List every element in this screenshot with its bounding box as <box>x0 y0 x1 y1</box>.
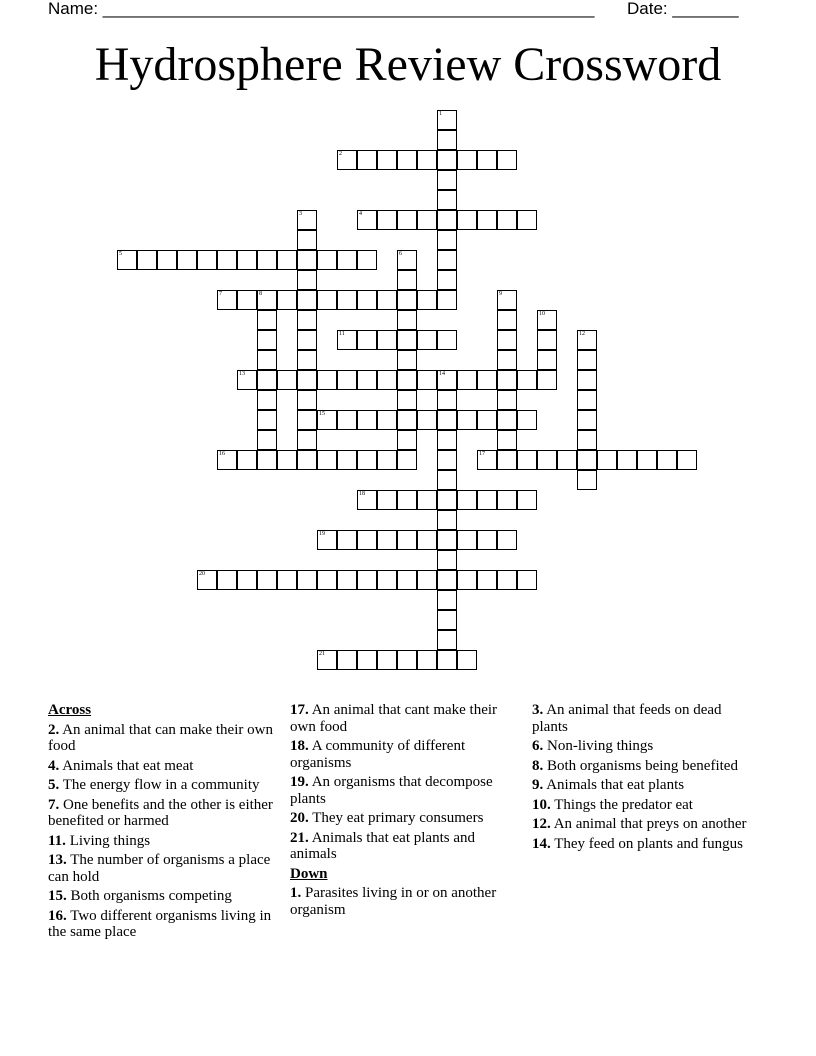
down-heading: Down <box>290 865 328 882</box>
crossword-cell[interactable] <box>277 370 297 390</box>
crossword-cell[interactable] <box>497 530 517 550</box>
clue-number-label: 17. <box>290 702 309 718</box>
clue-number: 17 <box>479 451 485 457</box>
clue-text: Parasites living in or on another organism <box>290 885 497 918</box>
crossword-cell[interactable] <box>257 350 277 370</box>
down-clue <box>532 797 760 814</box>
crossword-cell[interactable] <box>437 510 457 530</box>
crossword-cell[interactable] <box>457 410 477 430</box>
across-clue <box>48 852 276 885</box>
crossword-cell[interactable] <box>317 290 337 310</box>
crossword-cell[interactable] <box>437 150 457 170</box>
crossword-cell[interactable] <box>437 110 457 130</box>
crossword-cell[interactable] <box>437 290 457 310</box>
crossword-cell[interactable] <box>517 210 537 230</box>
crossword-cell[interactable] <box>397 650 417 670</box>
clue-text: An animal that preys on another <box>553 816 747 832</box>
crossword-cell[interactable] <box>257 410 277 430</box>
clue-text: The number of organisms a place can hold <box>48 852 271 885</box>
clue-text: An organisms that decompose plants <box>290 774 493 807</box>
crossword-cell[interactable] <box>457 370 477 390</box>
clue-number-label: 16. <box>48 907 67 924</box>
crossword-cell[interactable] <box>357 330 377 350</box>
crossword-cell[interactable] <box>437 230 457 250</box>
crossword-cell[interactable] <box>257 390 277 410</box>
page-title: Hydrosphere Review Crossword <box>94 38 722 91</box>
crossword-cell[interactable] <box>257 290 277 310</box>
crossword-cell[interactable] <box>257 430 277 450</box>
crossword-cell[interactable] <box>357 290 377 310</box>
clue-number: 9 <box>499 291 502 297</box>
clue-number-label: 7. <box>48 796 60 813</box>
crossword-cell[interactable] <box>397 210 417 230</box>
across-clue <box>48 908 276 941</box>
crossword-cell[interactable] <box>397 330 417 350</box>
crossword-cell[interactable] <box>577 470 597 490</box>
crossword-cell[interactable] <box>237 250 257 270</box>
clue-number: 4 <box>359 211 362 217</box>
crossword-cell[interactable] <box>637 450 657 470</box>
crossword-cell[interactable] <box>257 330 277 350</box>
crossword-cell[interactable] <box>397 410 417 430</box>
crossword-cell[interactable] <box>377 530 397 550</box>
clue-number-label: 6. <box>532 738 544 754</box>
crossword-cell[interactable] <box>297 250 317 270</box>
clue-number: 12 <box>579 331 585 337</box>
crossword-cell[interactable] <box>357 570 377 590</box>
crossword-cell[interactable] <box>537 370 557 390</box>
crossword-cell[interactable] <box>437 370 457 390</box>
clue-number: 11 <box>339 331 345 337</box>
crossword-cell[interactable] <box>277 570 297 590</box>
crossword-cell[interactable] <box>517 490 537 510</box>
down-clue <box>532 702 760 735</box>
crossword-cell[interactable] <box>237 290 257 310</box>
across-clue <box>290 810 518 827</box>
crossword-cell[interactable] <box>537 330 557 350</box>
clue-number-label: 21. <box>290 829 309 846</box>
crossword-cell[interactable] <box>257 310 277 330</box>
crossword-cell[interactable] <box>377 330 397 350</box>
clue-number-label: 3. <box>532 702 544 718</box>
crossword-cell[interactable] <box>477 530 497 550</box>
crossword-cell[interactable] <box>317 370 337 390</box>
crossword-cell[interactable] <box>417 150 437 170</box>
clue-number: 13 <box>239 371 245 377</box>
crossword-cell[interactable] <box>477 370 497 390</box>
clue-text: An animal that feeds on dead plants <box>532 702 722 735</box>
crossword-cell[interactable] <box>337 150 357 170</box>
crossword-cell[interactable] <box>497 330 517 350</box>
crossword-cell[interactable] <box>517 410 537 430</box>
crossword-cell[interactable] <box>497 490 517 510</box>
crossword-cell[interactable] <box>197 570 217 590</box>
crossword-cell[interactable] <box>377 410 397 430</box>
crossword-cell[interactable] <box>297 290 317 310</box>
crossword-cell[interactable] <box>357 450 377 470</box>
crossword-cell[interactable] <box>277 290 297 310</box>
crossword-cell[interactable] <box>497 450 517 470</box>
crossword-cell[interactable] <box>397 570 417 590</box>
clue-number-label: 11. <box>48 832 66 849</box>
crossword-cell[interactable] <box>597 450 617 470</box>
clue-number-label: 14. <box>532 835 551 852</box>
crossword-cell[interactable] <box>477 450 497 470</box>
crossword-cell[interactable] <box>437 570 457 590</box>
crossword-cell[interactable] <box>417 650 437 670</box>
clue-text: Animals that eat plants and animals <box>290 829 475 862</box>
crossword-cell[interactable] <box>337 530 357 550</box>
across-clue <box>290 774 518 807</box>
clue-text: Both organisms being benefited <box>547 757 738 774</box>
clue-number-label: 18. <box>290 738 309 754</box>
crossword-cell[interactable] <box>137 250 157 270</box>
clue-text: They feed on plants and fungus <box>554 835 743 852</box>
crossword-cell[interactable] <box>297 450 317 470</box>
crossword-cell[interactable] <box>437 650 457 670</box>
across-clue <box>290 738 518 771</box>
across-clue <box>48 777 276 794</box>
crossword-cell[interactable] <box>217 250 237 270</box>
crossword-cell[interactable] <box>297 330 317 350</box>
crossword-cell[interactable] <box>217 290 237 310</box>
crossword-cell[interactable] <box>397 530 417 550</box>
crossword-cell[interactable] <box>297 310 317 330</box>
across-clue <box>48 833 276 850</box>
crossword-cell[interactable] <box>417 410 437 430</box>
crossword-cell[interactable] <box>497 350 517 370</box>
clue-text: Living things <box>69 832 151 849</box>
date-field-label: Date: _______ <box>627 0 739 18</box>
crossword-cell[interactable] <box>237 570 257 590</box>
crossword-cell[interactable] <box>257 570 277 590</box>
crossword-cell[interactable] <box>577 430 597 450</box>
crossword-cell[interactable] <box>437 430 457 450</box>
crossword-cell[interactable] <box>357 650 377 670</box>
clue-text: Non-living things <box>547 738 654 754</box>
crossword-cell[interactable] <box>497 430 517 450</box>
crossword-cell[interactable] <box>497 290 517 310</box>
crossword-cell[interactable] <box>277 250 297 270</box>
crossword-cell[interactable] <box>397 430 417 450</box>
crossword-cell[interactable] <box>397 250 417 270</box>
crossword-cell[interactable] <box>377 570 397 590</box>
clue-text: An animal that can make their own food <box>48 721 273 754</box>
crossword-cell[interactable] <box>457 210 477 230</box>
clue-number-label: 8. <box>532 757 544 774</box>
crossword-cell[interactable] <box>517 450 537 470</box>
crossword-cell[interactable] <box>377 290 397 310</box>
crossword-cell[interactable] <box>457 150 477 170</box>
clue-number-label: 20. <box>290 810 309 826</box>
crossword-cell[interactable] <box>397 370 417 390</box>
clue-number-label: 13. <box>48 852 67 868</box>
crossword-cell[interactable] <box>417 570 437 590</box>
crossword-cell[interactable] <box>397 150 417 170</box>
clue-number: 2 <box>339 151 342 157</box>
crossword-cell[interactable] <box>437 470 457 490</box>
clue-text: The energy flow in a community <box>62 777 260 793</box>
crossword-cell[interactable] <box>477 210 497 230</box>
clue-text: Things the predator eat <box>554 796 693 813</box>
crossword-cell[interactable] <box>417 210 437 230</box>
down-clue <box>532 777 760 794</box>
crossword-cell[interactable] <box>417 530 437 550</box>
crossword-cell[interactable] <box>377 150 397 170</box>
clue-number-label: 15. <box>48 888 67 904</box>
crossword-cell[interactable] <box>617 450 637 470</box>
across-clue <box>48 722 276 755</box>
down-clue <box>532 816 760 833</box>
crossword-cell[interactable] <box>417 370 437 390</box>
crossword-cell[interactable] <box>297 370 317 390</box>
crossword-cell[interactable] <box>337 410 357 430</box>
crossword-cell[interactable] <box>237 450 257 470</box>
clue-number: 21 <box>319 651 325 657</box>
crossword-cell[interactable] <box>337 250 357 270</box>
crossword-cell[interactable] <box>337 330 357 350</box>
crossword-cell[interactable] <box>357 370 377 390</box>
clue-column-1 <box>48 702 276 944</box>
crossword-cell[interactable] <box>577 390 597 410</box>
crossword-cell[interactable] <box>317 530 337 550</box>
crossword-cell[interactable] <box>237 370 257 390</box>
clue-text: A community of different organisms <box>290 738 466 771</box>
clue-number: 10 <box>539 311 545 317</box>
crossword-cell[interactable] <box>297 230 317 250</box>
crossword-cell[interactable] <box>357 150 377 170</box>
crossword-cell[interactable] <box>437 130 457 150</box>
crossword-cell[interactable] <box>357 250 377 270</box>
crossword-cell[interactable] <box>437 170 457 190</box>
clue-number-label: 12. <box>532 816 551 832</box>
crossword-cell[interactable] <box>377 490 397 510</box>
crossword-cell[interactable] <box>257 370 277 390</box>
crossword-cell[interactable] <box>337 290 357 310</box>
crossword-cell[interactable] <box>317 450 337 470</box>
crossword-cell[interactable] <box>337 570 357 590</box>
down-clue <box>290 885 518 918</box>
crossword-cell[interactable] <box>457 650 477 670</box>
crossword-cell[interactable] <box>657 450 677 470</box>
crossword-cell[interactable] <box>297 210 317 230</box>
crossword-cell[interactable] <box>377 370 397 390</box>
crossword-cell[interactable] <box>457 490 477 510</box>
crossword-cell[interactable] <box>317 650 337 670</box>
crossword-cell[interactable] <box>577 410 597 430</box>
crossword-cell[interactable] <box>257 250 277 270</box>
clue-number: 3 <box>299 211 302 217</box>
crossword-cell[interactable] <box>337 370 357 390</box>
clue-text: One benefits and the other is either benefited or harmed <box>48 796 273 829</box>
crossword-cell[interactable] <box>437 630 457 650</box>
crossword-cell[interactable] <box>677 450 697 470</box>
crossword-cell[interactable] <box>417 330 437 350</box>
clue-number: 20 <box>199 571 205 577</box>
crossword-cell[interactable] <box>437 530 457 550</box>
crossword-cell[interactable] <box>297 270 317 290</box>
crossword-cell[interactable] <box>437 190 457 210</box>
clue-number: 15 <box>319 411 325 417</box>
clue-text: Two different organisms living in the same place <box>48 907 272 940</box>
crossword-cell[interactable] <box>417 290 437 310</box>
crossword-cell[interactable] <box>437 610 457 630</box>
clue-number-label: 5. <box>48 777 60 793</box>
crossword-cell[interactable] <box>577 350 597 370</box>
crossword-cell[interactable] <box>477 410 497 430</box>
crossword-cell[interactable] <box>297 350 317 370</box>
crossword-cell[interactable] <box>357 210 377 230</box>
clue-text: Animals that eat meat <box>62 757 194 774</box>
clue-number: 8 <box>259 291 262 297</box>
crossword-cell[interactable] <box>497 210 517 230</box>
clue-column-3 <box>532 702 760 855</box>
crossword-cell[interactable] <box>537 350 557 370</box>
clue-number-label: 4. <box>48 757 60 774</box>
crossword-cell[interactable] <box>397 350 417 370</box>
crossword-cell[interactable] <box>477 490 497 510</box>
clue-text: Both organisms competing <box>70 888 232 904</box>
crossword-cell[interactable] <box>537 310 557 330</box>
crossword-cell[interactable] <box>357 410 377 430</box>
down-clue <box>532 738 760 755</box>
crossword-cell[interactable] <box>477 150 497 170</box>
crossword-cell[interactable] <box>437 550 457 570</box>
crossword-cell[interactable] <box>177 250 197 270</box>
crossword-cell[interactable] <box>437 410 457 430</box>
clue-text: An animal that cant make their own food <box>290 702 498 735</box>
crossword-cell[interactable] <box>357 490 377 510</box>
crossword-cell[interactable] <box>117 250 137 270</box>
across-clue <box>48 888 276 905</box>
crossword-cell[interactable] <box>377 450 397 470</box>
crossword-cell[interactable] <box>297 570 317 590</box>
crossword-cell[interactable] <box>437 270 457 290</box>
crossword-cell[interactable] <box>257 450 277 470</box>
clue-number-label: 10. <box>532 796 551 813</box>
crossword-cell[interactable] <box>297 390 317 410</box>
clue-text: They eat primary consumers <box>312 810 484 826</box>
crossword-cell[interactable] <box>157 250 177 270</box>
clue-number-label: 9. <box>532 777 544 793</box>
down-clue <box>532 758 760 775</box>
crossword-cell[interactable] <box>577 450 597 470</box>
crossword-cell[interactable] <box>517 370 537 390</box>
crossword-cell[interactable] <box>437 250 457 270</box>
crossword-cell[interactable] <box>437 490 457 510</box>
crossword-cell[interactable] <box>437 210 457 230</box>
crossword-cell[interactable] <box>337 650 357 670</box>
crossword-cell[interactable] <box>457 530 477 550</box>
clue-text: Animals that eat plants <box>546 777 685 793</box>
across-heading: Across <box>48 702 92 718</box>
crossword-cell[interactable] <box>217 570 237 590</box>
crossword-cell[interactable] <box>577 370 597 390</box>
crossword-cell[interactable] <box>397 490 417 510</box>
crossword-cell[interactable] <box>377 210 397 230</box>
crossword-cell[interactable] <box>197 250 217 270</box>
clue-number: 19 <box>319 531 325 537</box>
clue-column-2 <box>290 702 518 921</box>
crossword-cell[interactable] <box>457 570 477 590</box>
crossword-cell[interactable] <box>317 410 337 430</box>
clue-number-label: 19. <box>290 774 309 790</box>
across-clue <box>48 797 276 830</box>
crossword-cell[interactable] <box>297 430 317 450</box>
crossword-cell[interactable] <box>517 570 537 590</box>
clue-number: 5 <box>119 251 122 257</box>
clue-number: 7 <box>219 291 222 297</box>
clue-number-label: 2. <box>48 721 60 738</box>
clue-number: 16 <box>219 451 225 457</box>
crossword-cell[interactable] <box>297 410 317 430</box>
crossword-cell[interactable] <box>577 330 597 350</box>
down-clue <box>532 836 760 853</box>
crossword-cell[interactable] <box>497 570 517 590</box>
crossword-cell[interactable] <box>437 590 457 610</box>
clue-number: 6 <box>399 251 402 257</box>
crossword-cell[interactable] <box>377 650 397 670</box>
crossword-cell[interactable] <box>397 270 417 290</box>
crossword-cell[interactable] <box>477 570 497 590</box>
crossword-cell[interactable] <box>437 450 457 470</box>
crossword-cell[interactable] <box>437 330 457 350</box>
clue-number: 18 <box>359 491 365 497</box>
crossword-cell[interactable] <box>497 370 517 390</box>
crossword-cell[interactable] <box>497 390 517 410</box>
crossword-cell[interactable] <box>397 290 417 310</box>
crossword-cell[interactable] <box>437 390 457 410</box>
across-clue <box>290 702 518 735</box>
clue-number: 14 <box>439 371 445 377</box>
crossword-cell[interactable] <box>397 390 417 410</box>
crossword-cell[interactable] <box>317 570 337 590</box>
crossword-cell[interactable] <box>397 450 417 470</box>
name-field-label: Name: ____________________________________________________ <box>48 0 595 18</box>
crossword-cell[interactable] <box>217 450 237 470</box>
crossword-cell[interactable] <box>497 150 517 170</box>
crossword-cell[interactable] <box>537 450 557 470</box>
crossword-cell[interactable] <box>317 250 337 270</box>
across-clue <box>48 758 276 775</box>
crossword-cell[interactable] <box>497 310 517 330</box>
crossword-cell[interactable] <box>417 490 437 510</box>
crossword-cell[interactable] <box>397 310 417 330</box>
crossword-cell[interactable] <box>497 410 517 430</box>
clue-number-label: 1. <box>290 885 302 901</box>
crossword-cell[interactable] <box>277 450 297 470</box>
crossword-cell[interactable] <box>357 530 377 550</box>
crossword-cell[interactable] <box>337 450 357 470</box>
across-clue <box>290 830 518 863</box>
crossword-cell[interactable] <box>557 450 577 470</box>
clue-number: 1 <box>439 111 442 117</box>
